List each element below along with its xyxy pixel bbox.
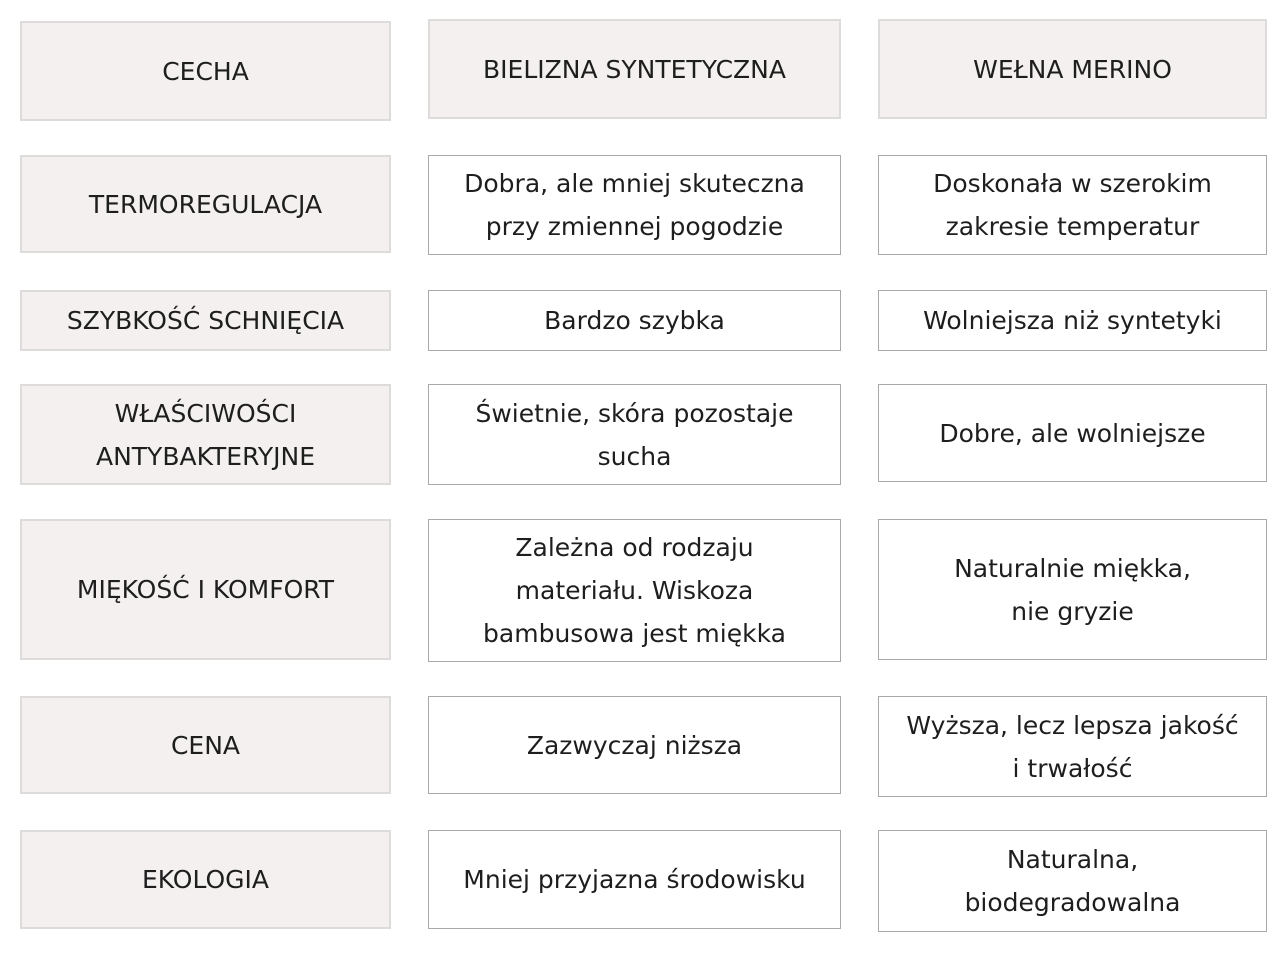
synthetic-value: Bardzo szybka (544, 306, 725, 335)
header-label: CECHA (162, 56, 249, 86)
merino-value: Wyższa, lecz lepsza jakość i trwałość (906, 710, 1239, 783)
header-label: WEŁNA MERINO (973, 54, 1172, 84)
header-merino (878, 19, 1267, 119)
feature-label: TERMOREGULACJA (88, 189, 323, 219)
feature-label: WŁAŚCIWOŚCI ANTYBAKTERYJNE (95, 398, 316, 471)
synthetic-value: Zależna od rodzaju materiału. Wiskoza bambusowa jest miękka (483, 533, 786, 648)
feature-cell (20, 696, 391, 794)
merino-cell (878, 519, 1267, 660)
feature-cell (20, 155, 391, 253)
synthetic-cell (428, 830, 841, 929)
merino-cell (878, 384, 1267, 482)
merino-cell (878, 830, 1267, 932)
synthetic-cell (428, 384, 841, 485)
merino-value: Naturalnie miękka, nie gryzie (954, 553, 1191, 626)
synthetic-cell (428, 290, 841, 351)
feature-label: CENA (170, 730, 241, 760)
feature-label: EKOLOGIA (141, 865, 270, 894)
feature-label: SZYBKOŚĆ SCHNIĘCIA (66, 306, 345, 335)
synthetic-cell (428, 696, 841, 794)
feature-cell (20, 830, 391, 929)
merino-cell (878, 155, 1267, 255)
synthetic-cell (428, 155, 841, 255)
merino-cell (878, 696, 1267, 797)
header-feature (20, 21, 391, 121)
merino-value: Dobre, ale wolniejsze (939, 418, 1206, 448)
synthetic-value: Zazwyczaj niższa (526, 730, 743, 760)
feature-cell (20, 519, 391, 660)
merino-value: Wolniejsza niż syntetyki (923, 306, 1222, 335)
synthetic-cell (428, 519, 841, 662)
merino-value: Naturalna, biodegradowalna (964, 845, 1181, 917)
header-label: BIELIZNA SYNTETYCZNA (483, 54, 786, 84)
merino-value: Doskonała w szerokim zakresie temperatur (933, 169, 1212, 241)
header-synthetic (428, 19, 841, 119)
synthetic-value: Świetnie, skóra pozostaje sucha (475, 398, 794, 471)
merino-cell (878, 290, 1267, 351)
feature-cell (20, 290, 391, 351)
synthetic-value: Mniej przyjazna środowisku (463, 865, 806, 894)
synthetic-value: Dobra, ale mniej skuteczna przy zmiennej pogodzie (464, 169, 805, 241)
feature-cell (20, 384, 391, 485)
feature-label: MIĘKOŚĆ I KOMFORT (76, 575, 335, 604)
